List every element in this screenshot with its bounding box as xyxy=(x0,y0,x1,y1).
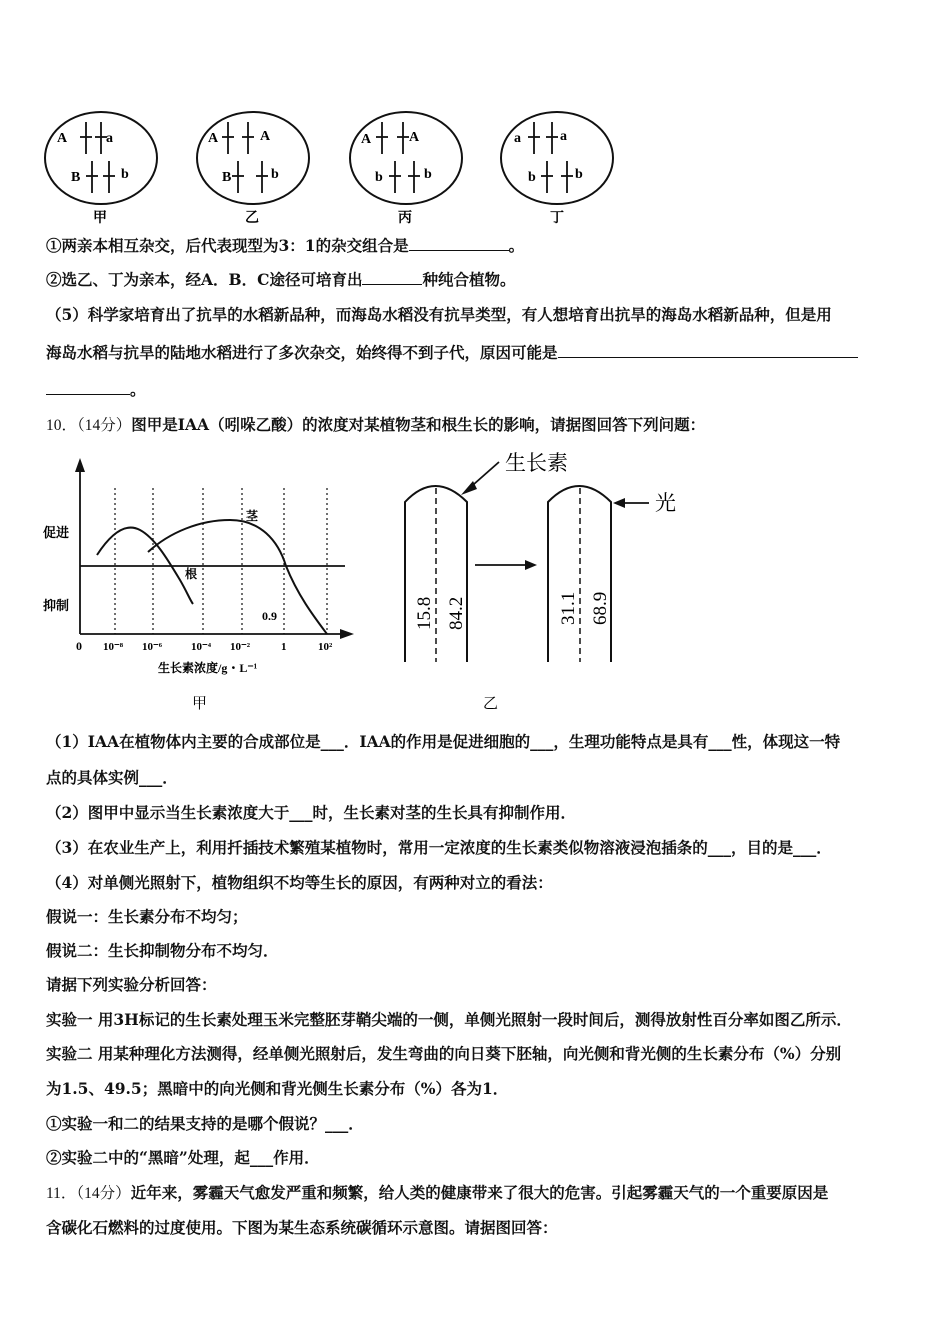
right-value-b: 68.9 xyxy=(590,591,611,625)
q10-sub1-line1: （1）IAA在植物体内主要的合成部位是___．IAA的作用是促进细胞的___，生理功能特点是具有___性，体现这一特 xyxy=(46,732,841,751)
promote-label: 促进 xyxy=(43,525,70,540)
answer-blank[interactable] xyxy=(409,236,509,251)
cell-ding xyxy=(501,112,613,226)
q10-sub2: （2）图甲中显示当生长素浓度大于___时，生长素对茎的生长具有抑制作用． xyxy=(46,803,577,822)
allele: b xyxy=(121,167,129,182)
answer-blank[interactable] xyxy=(46,380,130,395)
q10-sub4: （4）对单侧光照射下，植物组织不均等生长的原因，有两种对立的看法： xyxy=(46,873,553,892)
question-number: 11．（14分） xyxy=(46,1185,131,1202)
allele: a xyxy=(560,129,567,144)
cell-yi xyxy=(197,112,309,226)
left-value-a: 15.8 xyxy=(414,596,435,630)
inhibit-label: 抑制 xyxy=(43,598,70,613)
q9-item5-line2: 海岛水稻与抗旱的陆地水稻进行了多次杂交，始终得不到子代，原因可能是 xyxy=(46,343,858,363)
q10-stem: 10．（14分）图甲是IAA（吲哚乙酸）的浓度对某植物茎和根生长的影响，请据图回答下列问题： xyxy=(46,415,706,434)
light-label: 光 xyxy=(655,491,676,515)
cell-label: 乙 xyxy=(245,211,259,226)
allele: b xyxy=(528,170,536,185)
x-tick-label: 1 xyxy=(281,641,287,653)
right-value-a: 31.1 xyxy=(558,591,579,625)
answer-blank[interactable] xyxy=(558,343,858,358)
allele: b xyxy=(375,170,383,185)
q9-item2: ②选乙、丁为亲本，经A．B．C途径可培育出 种纯合植物。 xyxy=(46,270,516,289)
allele: a xyxy=(514,131,521,146)
question-number: 10．（14分） xyxy=(46,417,132,434)
light-arrowhead xyxy=(613,498,625,508)
x-tick-label: 10⁻² xyxy=(230,641,251,653)
q9-item1: ①两亲本相互杂交，后代表现型为3：1的杂交组合是 。 xyxy=(46,236,525,255)
x-tick-label: 10⁻⁶ xyxy=(142,641,163,653)
root-label: 根 xyxy=(185,567,198,581)
q10-sub3: （3）在农业生产上，利用扦插技术繁殖某植物时，常用一定浓度的生长素类似物溶液浸泡插条的___，目的是___． xyxy=(46,838,832,857)
cell-label: 丁 xyxy=(550,211,564,226)
hypothesis-1: 假说一：生长素分布不均匀； xyxy=(46,907,248,926)
transition-arrowhead xyxy=(525,560,537,570)
analysis-prompt: 请据下列实验分析回答： xyxy=(46,975,217,994)
allele: B xyxy=(71,170,81,185)
x-tick-label: 10⁻⁸ xyxy=(103,641,124,653)
q9-item5-line3: 。 xyxy=(46,380,146,400)
allele: A xyxy=(57,131,68,146)
x-tick-label: 10⁻⁴ xyxy=(191,641,212,653)
experiment-1: 实验一 用3H标记的生长素处理玉米完整胚芽鞘尖端的一侧，单侧光照射一段时间后，测得放射性百分率如图乙所示． xyxy=(46,1010,852,1029)
q11-line2: 含碳化石燃料的过度使用。下图为某生态系统碳循环示意图。请据图回答： xyxy=(46,1218,558,1237)
cell-label: 甲 xyxy=(93,211,107,226)
allele: A xyxy=(208,131,219,146)
value-label: 0.9 xyxy=(262,609,277,623)
experiment-2-line2: 为1.5、49.5；黑暗中的向光侧和背光侧生长素分布（%）各为1． xyxy=(46,1079,509,1098)
figure-caption: 甲 xyxy=(192,696,208,712)
auxin-label: 生长素 xyxy=(505,451,568,475)
allele: B xyxy=(222,170,232,185)
experiment-2-line1: 实验二 用某种理化方法测得，经单侧光照射后，发生弯曲的向日葵下胚轴，向光侧和背光侧的生长素分布（%）分别 xyxy=(46,1044,842,1063)
allele: b xyxy=(424,167,432,182)
allele: A xyxy=(361,132,372,147)
allele: b xyxy=(271,167,279,182)
allele: b xyxy=(575,167,583,182)
figure-coleoptile xyxy=(395,440,715,710)
left-value-b: 84.2 xyxy=(446,596,467,630)
q10-sub1-line2: 点的具体实例___． xyxy=(46,768,178,787)
allele: A xyxy=(409,130,420,145)
origin-label: 0 xyxy=(76,639,82,653)
cell-label: 丙 xyxy=(398,211,412,226)
cell-bing xyxy=(350,112,462,226)
allele: a xyxy=(106,131,113,146)
hypothesis-2: 假说二：生长抑制物分布不均匀． xyxy=(46,941,279,960)
figure-caption: 乙 xyxy=(483,696,499,710)
q10-sub-item1: ①实验一和二的结果支持的是哪个假说？___． xyxy=(46,1114,364,1133)
answer-blank[interactable] xyxy=(362,270,422,285)
x-axis-label: 生长素浓度/g・L⁻¹ xyxy=(158,661,258,675)
q9-item5-line1: （5）科学家培育出了抗旱的水稻新品种，而海岛水稻没有抗旱类型，有人想培育出抗旱的海岛水稻新品种，但是用 xyxy=(46,305,832,324)
stem-label: 茎 xyxy=(246,509,259,523)
stem-curve xyxy=(148,520,327,634)
x-tick-label: 10² xyxy=(318,641,333,653)
q10-sub-item2: ②实验二中的“黑暗”处理，起___作用． xyxy=(46,1148,320,1167)
q11-line1: 11．（14分）近年来，雾霾天气愈发严重和频繁，给人类的健康带来了很大的危害。引起雾霾天气的一个重要原因是 xyxy=(46,1183,829,1202)
genotype-cells-figure xyxy=(0,0,950,230)
allele: A xyxy=(260,129,271,144)
cell-jia xyxy=(45,112,157,226)
x-axis-arrow xyxy=(340,629,354,639)
y-axis-arrow xyxy=(75,458,85,472)
figure-iaa-chart xyxy=(40,450,370,720)
